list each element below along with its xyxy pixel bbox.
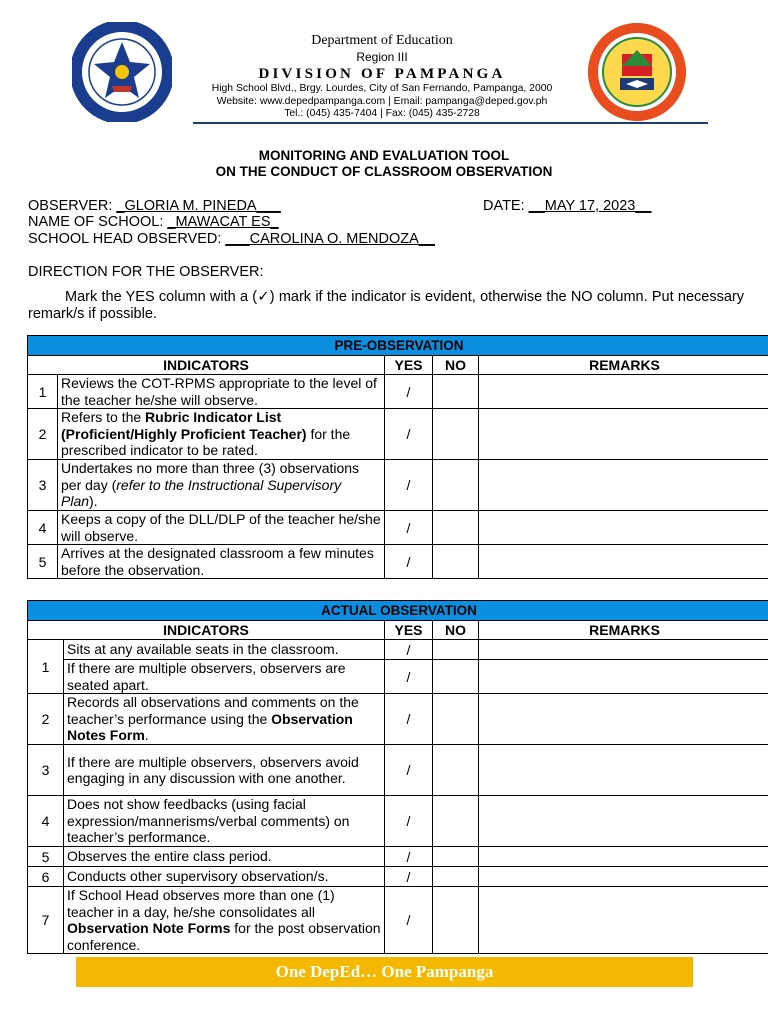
indicator-text: Observes the entire class period.	[64, 847, 385, 867]
remarks-cell	[479, 640, 768, 660]
remarks-cell	[479, 887, 768, 954]
yes-mark: /	[385, 745, 433, 796]
pre-observation-rows	[28, 375, 768, 579]
actual-observation-table	[27, 600, 768, 954]
indicator-text: Keeps a copy of the DLL/DLP of the teacher he/she will observe.	[58, 511, 385, 545]
remarks-cell	[479, 545, 768, 579]
yes-mark: /	[385, 545, 433, 579]
school-line	[28, 214, 279, 231]
letterhead	[62, 22, 712, 124]
office-contact: Website: www.depedpampanga.com | Email: pampanga@deped.gov.ph	[216, 95, 548, 107]
division-name: DIVISION OF PAMPANGA	[258, 66, 506, 82]
direction-text: Mark the YES column with a (✓) mark if the indicator is evident, otherwise the NO column. Put necessary remark/s if possible.	[28, 289, 744, 322]
indicator-text: Conducts other supervisory observation/s.	[64, 867, 385, 887]
remarks-cell	[479, 847, 768, 867]
office-address: High School Blvd., Brgy. Lourdes, City of San Fernando, Pampanga, 2000	[211, 83, 553, 94]
remarks-cell	[479, 796, 768, 847]
indicator-text: Sits at any available seats in the classroom.	[64, 640, 385, 660]
indicator-row	[28, 745, 768, 796]
indicator-text: If there are multiple observers, observers are seated apart.	[64, 660, 385, 694]
pre-observation-table	[27, 335, 768, 579]
observer-label: OBSERVER:	[28, 198, 117, 214]
yes-mark: /	[385, 409, 433, 460]
no-mark	[433, 887, 479, 954]
column-remarks: REMARKS	[479, 621, 768, 640]
yes-mark: /	[385, 796, 433, 847]
school-head-line	[28, 231, 435, 248]
indicator-text: Reviews the COT-RPMS appropriate to the level of the teacher he/she will observe.	[58, 375, 385, 409]
indicator-row	[28, 847, 768, 867]
indicator-row	[28, 660, 768, 694]
indicator-number: 4	[28, 796, 64, 847]
remarks-cell	[479, 409, 768, 460]
date-value: __MAY 17, 2023__	[528, 198, 652, 214]
indicator-text: If there are multiple observers, observers avoid engaging in any discussion with one another.	[64, 745, 385, 796]
indicator-row	[28, 375, 768, 409]
remarks-cell	[479, 660, 768, 694]
no-mark	[433, 745, 479, 796]
column-no: NO	[433, 356, 479, 375]
column-yes: YES	[385, 621, 433, 640]
no-mark	[433, 375, 479, 409]
office-phone: Tel.: (045) 435-7404 | Fax: (045) 435-2728	[284, 108, 480, 119]
yes-mark: /	[385, 460, 433, 511]
indicator-number: 5	[28, 847, 64, 867]
document-title-line1: MONITORING AND EVALUATION TOOL	[258, 148, 510, 163]
letterhead-rule	[193, 122, 708, 124]
yes-mark: /	[385, 375, 433, 409]
observer-line	[28, 198, 281, 215]
school-label: NAME OF SCHOOL:	[28, 214, 168, 230]
no-mark	[433, 511, 479, 545]
indicator-text: If School Head observes more than one (1) teacher in a day, he/she consolidates all Observation Note Forms for the post observation conference.	[64, 887, 385, 954]
indicator-number: 7	[28, 887, 64, 954]
indicator-number: 3	[28, 460, 58, 511]
indicator-text: Refers to the Rubric Indicator List (Proficient/Highly Proficient Teacher) for the prescribed indicator to be rated.	[58, 409, 385, 460]
indicator-row	[28, 640, 768, 660]
indicator-number: 1	[28, 640, 64, 694]
indicator-number: 6	[28, 867, 64, 887]
indicator-row	[28, 460, 768, 511]
yes-mark: /	[385, 847, 433, 867]
no-mark	[433, 545, 479, 579]
indicator-number: 3	[28, 745, 64, 796]
remarks-cell	[479, 867, 768, 887]
remarks-cell	[479, 694, 768, 745]
column-remarks: REMARKS	[479, 356, 768, 375]
indicator-number: 4	[28, 511, 58, 545]
indicator-row	[28, 545, 768, 579]
indicator-row	[28, 867, 768, 887]
indicator-row	[28, 511, 768, 545]
remarks-cell	[479, 460, 768, 511]
school-value: _MAWACAT ES_	[167, 214, 279, 230]
yes-mark: /	[385, 640, 433, 660]
school-head-value: ___CAROLINA O. MENDOZA__	[225, 231, 435, 247]
yes-mark: /	[385, 660, 433, 694]
yes-mark: /	[385, 867, 433, 887]
indicator-row	[28, 694, 768, 745]
indicator-row	[28, 887, 768, 954]
indicator-number: 2	[28, 409, 58, 460]
yes-mark: /	[385, 887, 433, 954]
no-mark	[433, 796, 479, 847]
no-mark	[433, 660, 479, 694]
region-name: Region III	[356, 50, 408, 64]
no-mark	[433, 640, 479, 660]
column-yes: YES	[385, 356, 433, 375]
no-mark	[433, 460, 479, 511]
date-label: DATE:	[483, 198, 529, 214]
remarks-cell	[479, 511, 768, 545]
yes-mark: /	[385, 511, 433, 545]
no-mark	[433, 847, 479, 867]
observer-value: _GLORIA M. PINEDA___	[116, 198, 281, 214]
indicator-row	[28, 409, 768, 460]
footer-tagline: One DepEd… One Pampanga	[76, 957, 693, 987]
indicator-number: 1	[28, 375, 58, 409]
indicator-number: 2	[28, 694, 64, 745]
actual-observation-heading: ACTUAL OBSERVATION	[28, 601, 768, 621]
indicator-number: 5	[28, 545, 58, 579]
indicator-row	[28, 796, 768, 847]
remarks-cell	[479, 745, 768, 796]
document-title-line2: ON THE CONDUCT OF CLASSROOM OBSERVATION	[215, 164, 553, 179]
indicator-text: Arrives at the designated classroom a few minutes before the observation.	[58, 545, 385, 579]
pre-observation-heading: PRE-OBSERVATION	[28, 336, 768, 356]
yes-mark: /	[385, 694, 433, 745]
deped-seal-icon	[72, 22, 172, 122]
indicator-text: Records all observations and comments on the teacher’s performance using the Observation Notes Form.	[64, 694, 385, 745]
department-name: Department of Education	[311, 33, 453, 48]
date-line	[483, 198, 651, 215]
indicator-text: Undertakes no more than three (3) observations per day (refer to the Instructional Supervisory Plan).	[58, 460, 385, 511]
column-indicators: INDICATORS	[28, 356, 385, 375]
no-mark	[433, 409, 479, 460]
actual-observation-rows	[28, 640, 768, 954]
division-seal-icon	[582, 22, 692, 122]
column-indicators: INDICATORS	[28, 621, 385, 640]
direction-heading: DIRECTION FOR THE OBSERVER:	[28, 264, 264, 280]
column-no: NO	[433, 621, 479, 640]
indicator-text: Does not show feedbacks (using facial expression/mannerisms/verbal comments) on teacher’s performance.	[64, 796, 385, 847]
remarks-cell	[479, 375, 768, 409]
no-mark	[433, 867, 479, 887]
school-head-label: SCHOOL HEAD OBSERVED:	[28, 231, 226, 247]
no-mark	[433, 694, 479, 745]
